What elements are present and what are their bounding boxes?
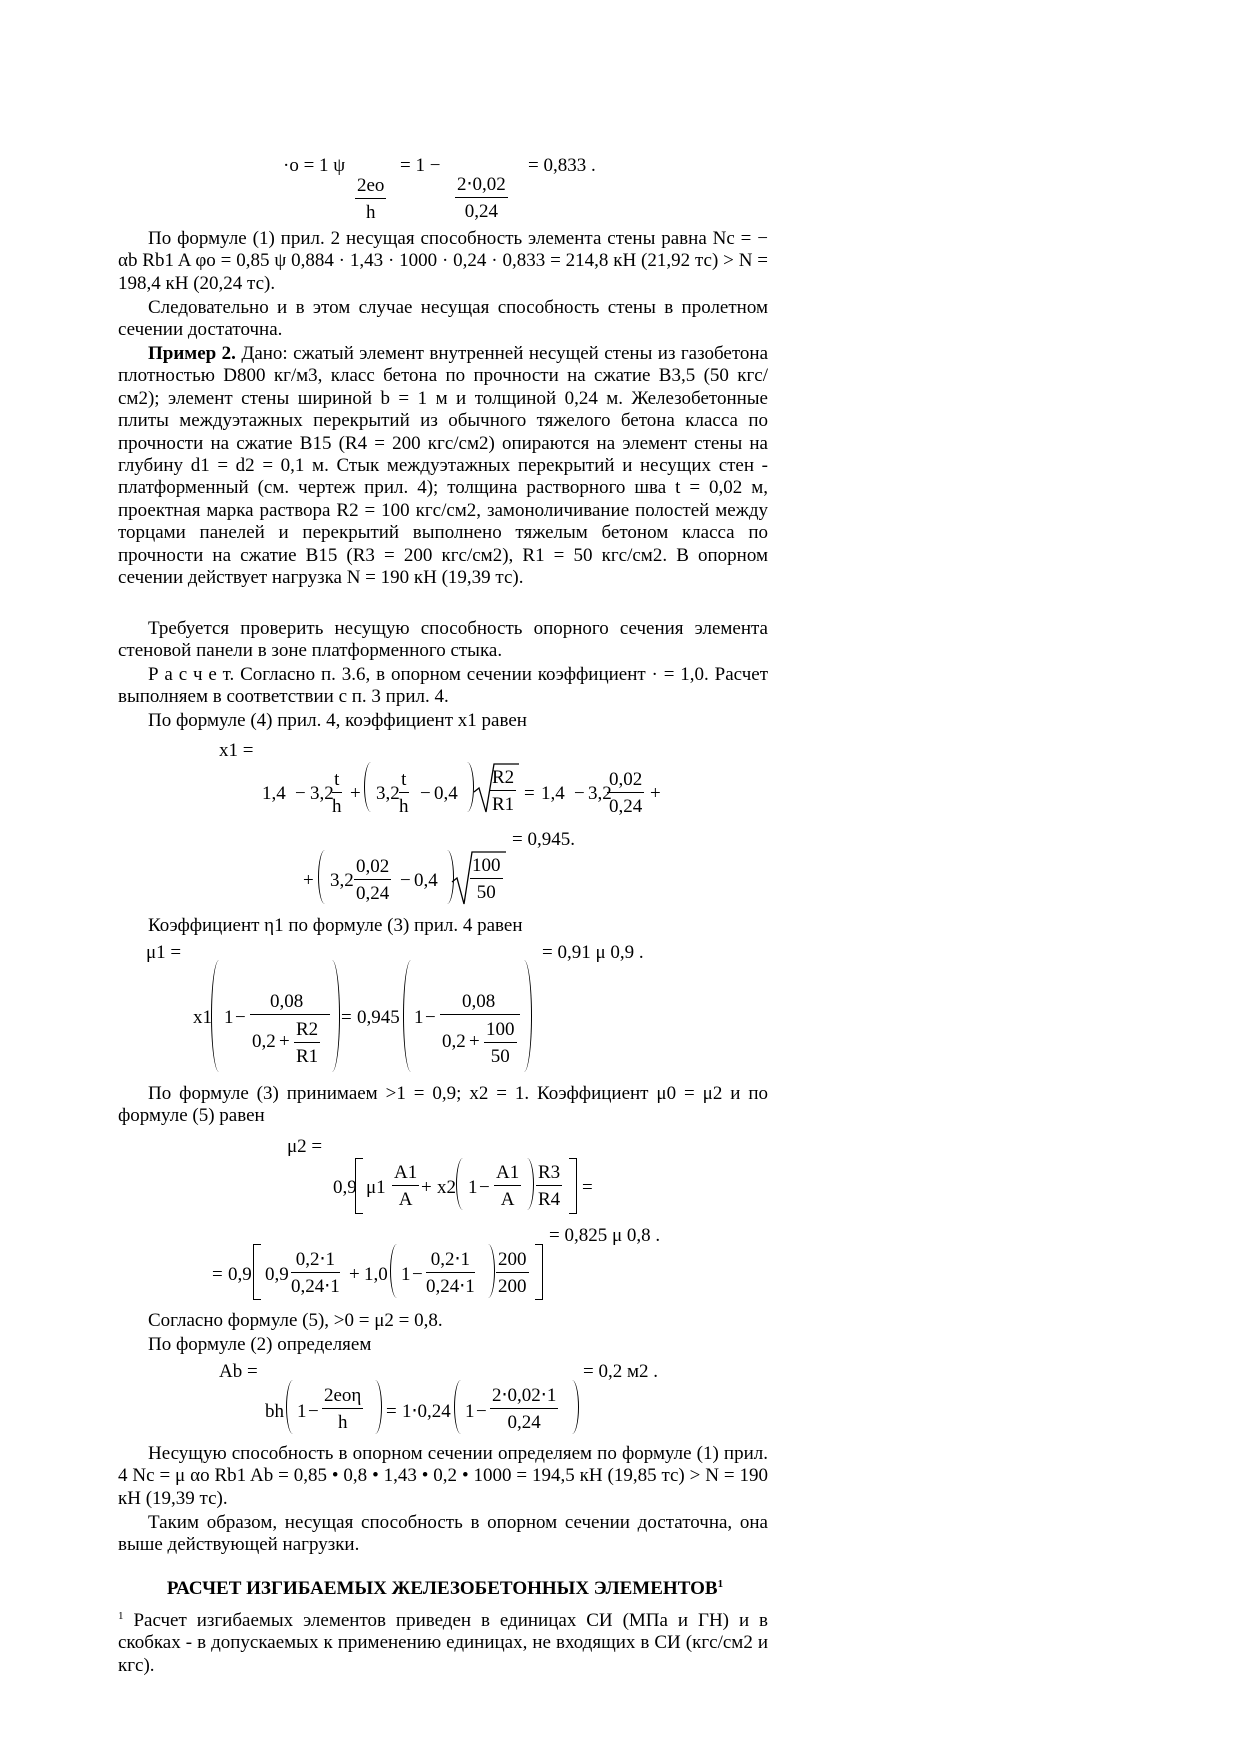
ab-bh: bh xyxy=(265,1401,284,1422)
mu2-lhs: μ2 = xyxy=(287,1136,323,1157)
fraction-A1-A-b: $\frac{A1}{A}$ xyxy=(496,1162,520,1210)
x1-term-14: 1,4 xyxy=(262,783,286,804)
mu1-lhs: μ1 = xyxy=(146,942,182,963)
mu2-plus: + xyxy=(421,1177,432,1198)
mu1-x1: x1 xyxy=(193,1007,212,1028)
mu2-c09b: 0,9 xyxy=(228,1264,252,1285)
mu2-x2: x2 xyxy=(437,1177,456,1198)
mu1-eq: = xyxy=(341,1007,352,1028)
mu1-plus-b: + xyxy=(469,1031,480,1052)
section-heading-text: РАСЧЕТ ИЗГИБАЕМЫХ ЖЕЛЕЗОБЕТОННЫХ ЭЛЕМЕНТОВ xyxy=(166,1578,718,1599)
bracket-close xyxy=(569,1158,577,1214)
x1-c04b: 0,4 xyxy=(414,870,438,891)
mu1-c0945: 0,945 xyxy=(357,1007,400,1028)
ab-one-b: 1 xyxy=(465,1401,475,1422)
mu2-c09c: 0,9 xyxy=(265,1264,289,1285)
fraction-200-200: $\frac{200}{200}$ xyxy=(498,1249,527,1297)
mu2-mu1: μ1 xyxy=(366,1177,386,1198)
fraction-100-50-b: $\frac{100}{50}$ xyxy=(486,1019,515,1067)
footnote-text: Расчет изгибаемых элементов приведен в единицах СИ (МПа и ГН) и в скобках - в допускаемых к применению единицах, не входящих в СИ (кгс/см2 и кгс). xyxy=(118,1610,769,1676)
mu1-n008b: 0,08 xyxy=(462,991,496,1012)
x1-minus-b: − xyxy=(420,783,431,804)
mu1-plus: + xyxy=(279,1031,290,1052)
paragraph-2: Следовательно и в этом случае несущая способность стены в пролетном сечении достаточна. xyxy=(118,297,768,341)
fraction-2eo-eta-h: 2eoη h xyxy=(324,1385,362,1433)
x1-plus-b: + xyxy=(650,783,661,804)
mu2-result: = 0,825 μ 0,8 . xyxy=(549,1225,661,1246)
mu1-result: = 0,91 μ 0,9 . xyxy=(542,942,644,963)
mu2-one: 1 xyxy=(468,1177,478,1198)
mu1-n02: 0,2 xyxy=(252,1031,276,1052)
fraction-2eo-h: $\frac{2eo}{h}$ xyxy=(357,175,385,223)
x1-minus: − xyxy=(295,783,306,804)
x1-coef-32: 3,2 xyxy=(310,783,334,804)
paragraph-11: Несущую способность в опорном сечении определяем по формуле (1) прил. 4 Nc = μ αo Rb1 Ab = 0,85 • 0,8 • 1,43 • 0,2 • 1000 = 194,5 кН (19,85 тс) > N = 190 кН (19,39 тс). xyxy=(118,1443,768,1509)
fraction-t-h-1: $\frac{t}{h}$ xyxy=(332,769,342,817)
ab-lhs: Ab = xyxy=(219,1361,258,1382)
paragraph-1: По формуле (1) прил. 2 несущая способность элемента стены равна Nc = − αb Rb1 A φo = 0,85 ψ 0,884 · 1,43 · 1000 · 0,24 · 0,833 = 214,8 кН (21,92 тс) > N = 198,4 кН (20,24 тс). xyxy=(118,228,768,294)
mu2-plus-b: + xyxy=(349,1264,360,1285)
paren-close-8 xyxy=(565,1380,579,1434)
mu1-n008: 0,08 xyxy=(270,991,304,1012)
fraction-021-0241-b: $\frac{0,2\cdot 1}{0,24\cdot 1}$ xyxy=(426,1249,475,1297)
footnote-mark: 1 xyxy=(118,1610,124,1622)
mu2-minus-b: − xyxy=(412,1264,423,1285)
paren-close xyxy=(460,762,474,812)
fraction-R2-R1: $\frac{R2}{R1}$ xyxy=(492,767,515,815)
x1-result: = 0,945. xyxy=(512,829,575,850)
x1-coef-32b: 3,2 xyxy=(376,783,400,804)
x1-plus-c: + xyxy=(303,870,314,891)
mu2-one-b: 1 xyxy=(401,1264,411,1285)
mu2-c10: 1,0 xyxy=(364,1264,388,1285)
mu1-n02b: 0,2 xyxy=(442,1031,466,1052)
x1-term-14b: 1,4 xyxy=(541,783,565,804)
paragraph-12: Таким образом, несущая способность в опорном сечении достаточна, она выше действующей нагрузки. xyxy=(118,1512,768,1556)
mu1-one-b: 1 xyxy=(414,1007,424,1028)
x1-c04: 0,4 xyxy=(434,783,458,804)
paragraph-6: По формуле (4) прил. 4, коэффициент x1 равен xyxy=(148,710,527,731)
mu1-minus-b: − xyxy=(425,1007,436,1028)
mu1-one: 1 xyxy=(224,1007,234,1028)
formula-top-eq: = 1 − xyxy=(400,155,441,176)
bracket-open xyxy=(355,1158,363,1214)
x1-plus: + xyxy=(350,783,361,804)
paren-close-6 xyxy=(481,1244,495,1298)
mu2-eq-b: = xyxy=(212,1264,223,1285)
paragraph-9: Согласно формуле (5), >0 = μ2 = 0,8. xyxy=(148,1310,443,1331)
section-heading xyxy=(0,1578,890,1600)
fraction-002-024-b: $\frac{0,02}{0,24}$ xyxy=(356,856,390,904)
mu1-minus: − xyxy=(235,1007,246,1028)
example-label: Пример 2. xyxy=(148,343,236,364)
fraction-002-024: $\frac{0,02}{0,24}$ xyxy=(609,769,643,817)
formula-top-result: = 0,833 . xyxy=(528,155,596,176)
section-heading-footnote-mark: 1 xyxy=(717,1578,724,1590)
paragraph-4: Требуется проверить несущую способность опорного сечения элемента стеновой панели в зоне платформенного стыка. xyxy=(118,618,768,662)
ab-result: = 0,2 м2 . xyxy=(583,1361,658,1382)
bracket-close-2 xyxy=(535,1244,543,1300)
fraction-R3-R4: $\frac{R3}{R4}$ xyxy=(538,1162,561,1210)
paragraph-5: Р а с ч е т. Согласно п. 3.6, в опорном сечении коэффициент · = 1,0. Расчет выполняем в соответствии с п. 3 прил. 4. xyxy=(118,664,768,708)
paragraph-10: По формуле (2) определяем xyxy=(148,1334,372,1355)
example-text: Дано: сжатый элемент внутренней несущей стены из газобетона плотностью D800 кг/м3, класс бетона по прочности на сжатие В3,5 (50 кгс/см2); элемент стены шириной b = 1 м и толщиной 0,24 м. Железобетонные плиты междуэтажных перекрытий из обычного тяжелого бетона класса по прочности на сжатие В15 (R4 = 200 кгс/см2) опираются на элемент стены на глубину d1 = d2 = 0,1 м. Стык междуэтажных перекрытий и несущих стен - платформенный (см. чертеж прил. 4); толщина растворного шва t = 0,02 м, проектная марка раствора R2 = 100 кгс/см2, замоноличивание полостей между торцами панелей и перекрытий выполнено тяжелым бетоном класса по прочности на сжатие В15 (R3 = 200 кгс/см2), R1 = 50 кгс/см2. В опорном сечении действует нагрузка N = 190 кН (19,39 тс). xyxy=(118,343,769,589)
paren-close-4 xyxy=(516,960,532,1072)
fraction-100-50: $\frac{100}{50}$ xyxy=(472,855,501,903)
paragraph-7: Коэффициент η1 по формуле (3) прил. 4 равен xyxy=(148,915,523,936)
x1-lhs: x1 = xyxy=(219,740,254,761)
paren-close-3 xyxy=(324,960,340,1072)
bracket-open-2 xyxy=(253,1244,261,1300)
fraction-R2-R1-b: $\frac{R2}{R1}$ xyxy=(296,1019,319,1067)
fraction-2x002-024: $\frac{2\cdot 0,02}{0,24}$ xyxy=(457,174,506,222)
paragraph-example-2 xyxy=(118,343,768,589)
ab-mid: 1⋅0,24 xyxy=(402,1401,451,1422)
x1-coef-32d: 3,2 xyxy=(330,870,354,891)
mu2-c09: 0,9 xyxy=(333,1177,357,1198)
fraction-t-h-2: $\frac{t}{h}$ xyxy=(399,769,409,817)
formula-top-lhs: ·o = 1 ψ xyxy=(283,155,346,176)
ab-minus: − xyxy=(308,1401,319,1422)
mu2-eq: = xyxy=(582,1177,593,1198)
x1-eq: = xyxy=(524,783,535,804)
paren-close-5 xyxy=(520,1158,534,1210)
x1-coef-32c: 3,2 xyxy=(588,783,612,804)
mu2-minus: − xyxy=(479,1177,490,1198)
ab-one: 1 xyxy=(297,1401,307,1422)
ab-eq: = xyxy=(386,1401,397,1422)
x1-minus-d: − xyxy=(400,870,411,891)
paren-close-7 xyxy=(368,1380,382,1434)
ab-minus-b: − xyxy=(476,1401,487,1422)
fraction-A1-A: $\frac{A1}{A}$ xyxy=(394,1162,418,1210)
footnote xyxy=(118,1610,768,1677)
x1-minus-c: − xyxy=(574,783,585,804)
fraction-2x002x1-024: $\frac{2\cdot 0,02\cdot 1}{0,24}$ xyxy=(492,1385,557,1433)
paragraph-8: По формуле (3) принимаем >1 = 0,9; x2 = 1. Коэффициент μ0 = μ2 и по формуле (5) равен xyxy=(118,1083,768,1127)
fraction-021-0241: $\frac{0,2\cdot 1}{0,24\cdot 1}$ xyxy=(291,1249,340,1297)
